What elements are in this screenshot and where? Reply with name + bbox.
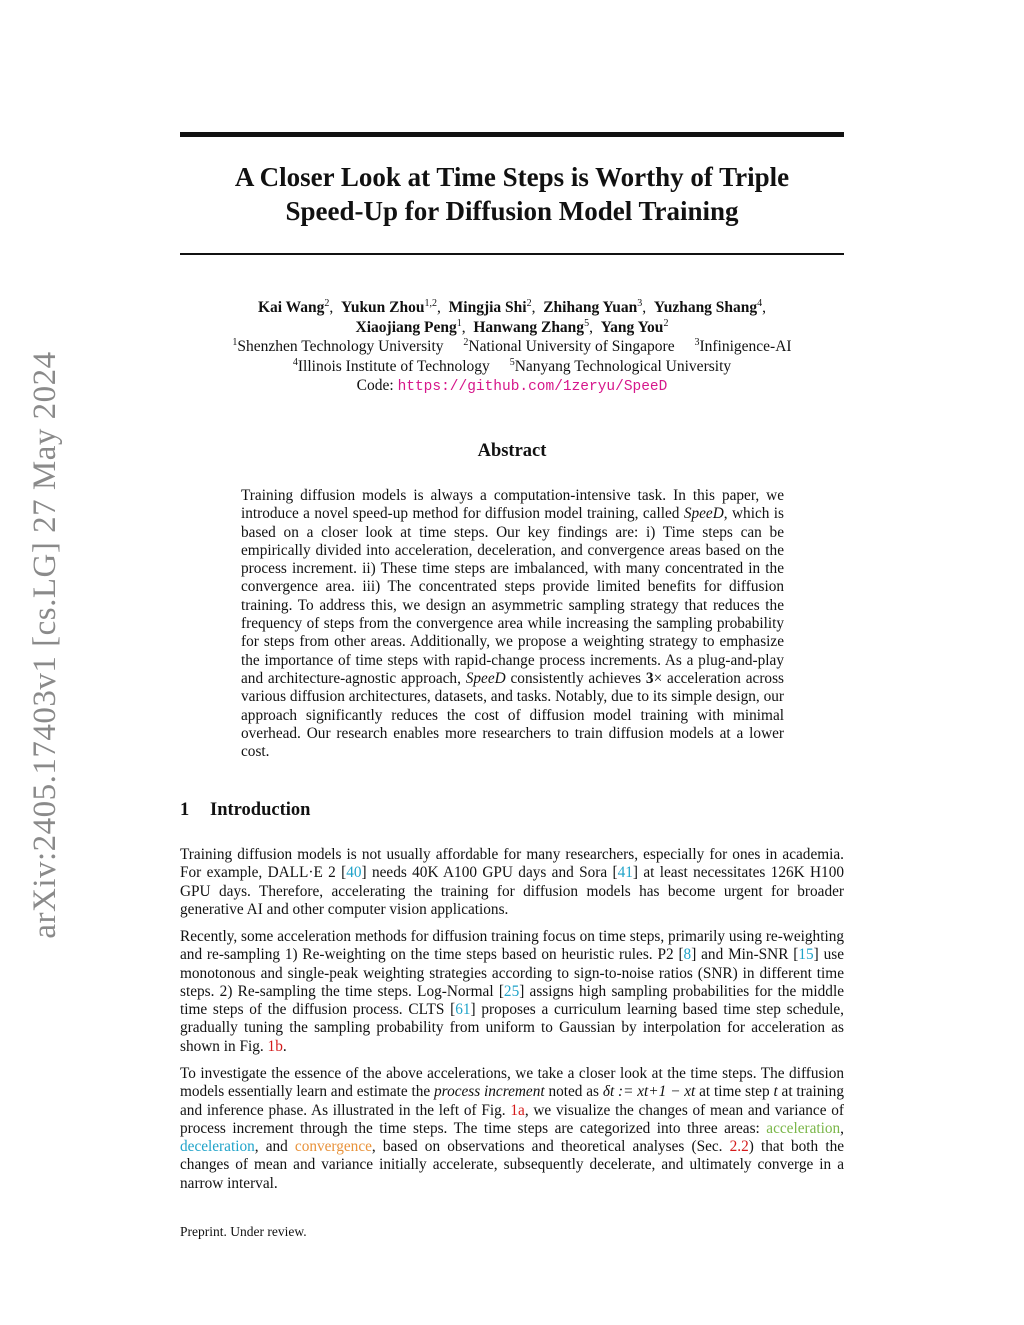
- author-block: [180, 298, 844, 398]
- title-top-rule: [180, 132, 844, 137]
- author-name: Yukun Zhou$^{1,2}$: [341, 298, 438, 316]
- section-title: Introduction: [210, 800, 311, 820]
- area-deceleration: deceleration: [180, 1138, 255, 1156]
- title-line-1: A Closer Look at Time Steps is Worthy of Triple: [234, 162, 790, 192]
- arxiv-side-stamp: arXiv:2405.17403v1 [cs.LG] 27 May 2024: [27, 351, 63, 939]
- process-increment-formula: δt := xt+1 − xt: [602, 1083, 696, 1101]
- method-name: SpeeD: [683, 505, 724, 523]
- preprint-footer: Preprint. Under review.: [180, 1224, 307, 1239]
- paper-title: [180, 160, 844, 228]
- affiliation: $^3$Infinigence-AI: [694, 337, 792, 355]
- author-name: Xiaojiang Peng$^1$: [355, 317, 462, 336]
- abstract-heading: Abstract: [477, 441, 547, 461]
- figure-ref-link[interactable]: 1b: [267, 1037, 283, 1055]
- author-name: Yang You$^2$: [600, 317, 669, 336]
- method-name: SpeeD: [465, 669, 506, 687]
- citation-link[interactable]: 40: [346, 864, 362, 882]
- intro-paragraph-3: To investigate the essence of the above accelerations, we take a closer look at the time steps. The diffusion models essentially learn and estimate the process increment noted as δt := xt+1 − xt at time step t at training and inference phase. As illustrated in the left of Fig. 1a, we visualize the changes of mean and variance of process increment through the time steps. The time steps are categorized into three areas: acceleration, deceleration, and convergence, based on observations and theoretical analyses (Sec. 2.2) that both the changes of mean and variance initially accelerate, subsequently decelerate, and ultimately converge in a narrow interval.: [180, 1065, 845, 1192]
- affiliation: $^2$National University of Singapore: [463, 337, 675, 355]
- figure-ref-link[interactable]: 1a: [510, 1101, 525, 1119]
- author-name: Kai Wang$^2$: [257, 298, 330, 316]
- affiliation: $^4$Illinois Institute of Technology: [292, 356, 490, 375]
- affiliation: $^5$Nanyang Technological University: [509, 356, 732, 375]
- code-line: [180, 376, 844, 398]
- citation-link[interactable]: 15: [798, 946, 814, 964]
- intro-paragraph-1: Training diffusion models is not usually affordable for many researchers, especially for ones in academia. For example, DALL·E 2 [40] needs 40K A100 GPU days and Sora [41] at least necessitates 126K H100 GPU days. Therefore, accelerating the training for diffusion models has become urgent for broader generative AI and other computer vision applications.: [180, 846, 844, 918]
- author-name: Yuzhang Shang$^4$: [653, 298, 763, 316]
- area-convergence: convergence: [294, 1138, 372, 1156]
- area-acceleration: acceleration: [766, 1119, 841, 1137]
- affiliation-line-2: [180, 357, 844, 377]
- section-number: 1: [180, 800, 190, 820]
- citation-link[interactable]: 25: [503, 982, 520, 1000]
- affiliation-line-1: [180, 337, 844, 357]
- author-name: Zhihang Yuan$^3$: [543, 298, 643, 316]
- author-line-1: Kai Wang$^2$, Yukun Zhou$^{1,2}$, Mingjia Shi$^2$, Zhihang Yuan$^3$, Yuzhang Shang$^4$,: [257, 298, 767, 316]
- code-link[interactable]: https://github.com/1zeryu/SpeeD: [397, 379, 668, 395]
- citation-link[interactable]: 61: [455, 1001, 471, 1019]
- author-name: Mingjia Shi$^2$: [448, 298, 532, 316]
- section-heading: [180, 800, 844, 821]
- section-ref-link[interactable]: 2.2: [729, 1138, 749, 1156]
- author-line-2: Xiaojiang Peng$^1$, Hanwang Zhang$^5$, Yang You$^2$: [355, 317, 669, 336]
- math-var-t: t: [773, 1083, 778, 1101]
- code-label: Code:: [356, 377, 394, 394]
- abstract-text: Training diffusion models is always a computation-intensive task. In this paper, we introduce a novel speed-up method for diffusion model training, called SpeeD, which is based on a closer look at time steps. Our key findings are: i) Time steps can be empirically divided into acceleration, deceleration, and convergence areas based on the process increment. ii) These time steps are imbalanced, with many concentrated in the convergence area. iii) The concentrated steps provide limited benefits for diffusion training. To address this, we design an asymmetric sampling strategy that reduces the frequency of steps from the convergence area while increasing the sampling probability for steps from other areas. Additionally, we propose a weighting strategy to emphasize the importance of time steps with rapid-change process increments. As a plug-and-play and architecture-agnostic approach, SpeeD consistently achieves 3× acceleration across various diffusion architectures, datasets, and tasks. Notably, due to its simple design, our approach significantly reduces the cost of diffusion model training with minimal overhead. Our research enables more researchers to train diffusion models at a lower cost.: [241, 487, 785, 761]
- intro-paragraph-2: Recently, some acceleration methods for diffusion training focus on time steps, primarily using re-weighting and re-sampling 1) Re-weighting on the time steps based on heuristic rules. P2 [8] and Min-SNR [15] use monotonous and single-peak weighting strategies according to sign-to-noise ratios (SNR) in different time steps. 2) Re-sampling the time steps. Log-Normal [25] assigns high sampling probabilities for the middle time steps of the diffusion process. CLTS [61] proposes a curriculum learning based time step schedule, gradually tuning the sampling probability from uniform to Gaussian by interpolation for acceleration as shown in Fig. 1b.: [180, 928, 845, 1055]
- citation-link[interactable]: 8: [683, 946, 692, 964]
- author-name: Hanwang Zhang$^5$: [473, 317, 590, 336]
- title-bottom-rule: [180, 253, 844, 255]
- citation-link[interactable]: 41: [617, 864, 633, 882]
- title-line-2: Speed-Up for Diffusion Model Training: [285, 196, 739, 226]
- affiliation: $^1$Shenzhen Technology University: [232, 337, 444, 355]
